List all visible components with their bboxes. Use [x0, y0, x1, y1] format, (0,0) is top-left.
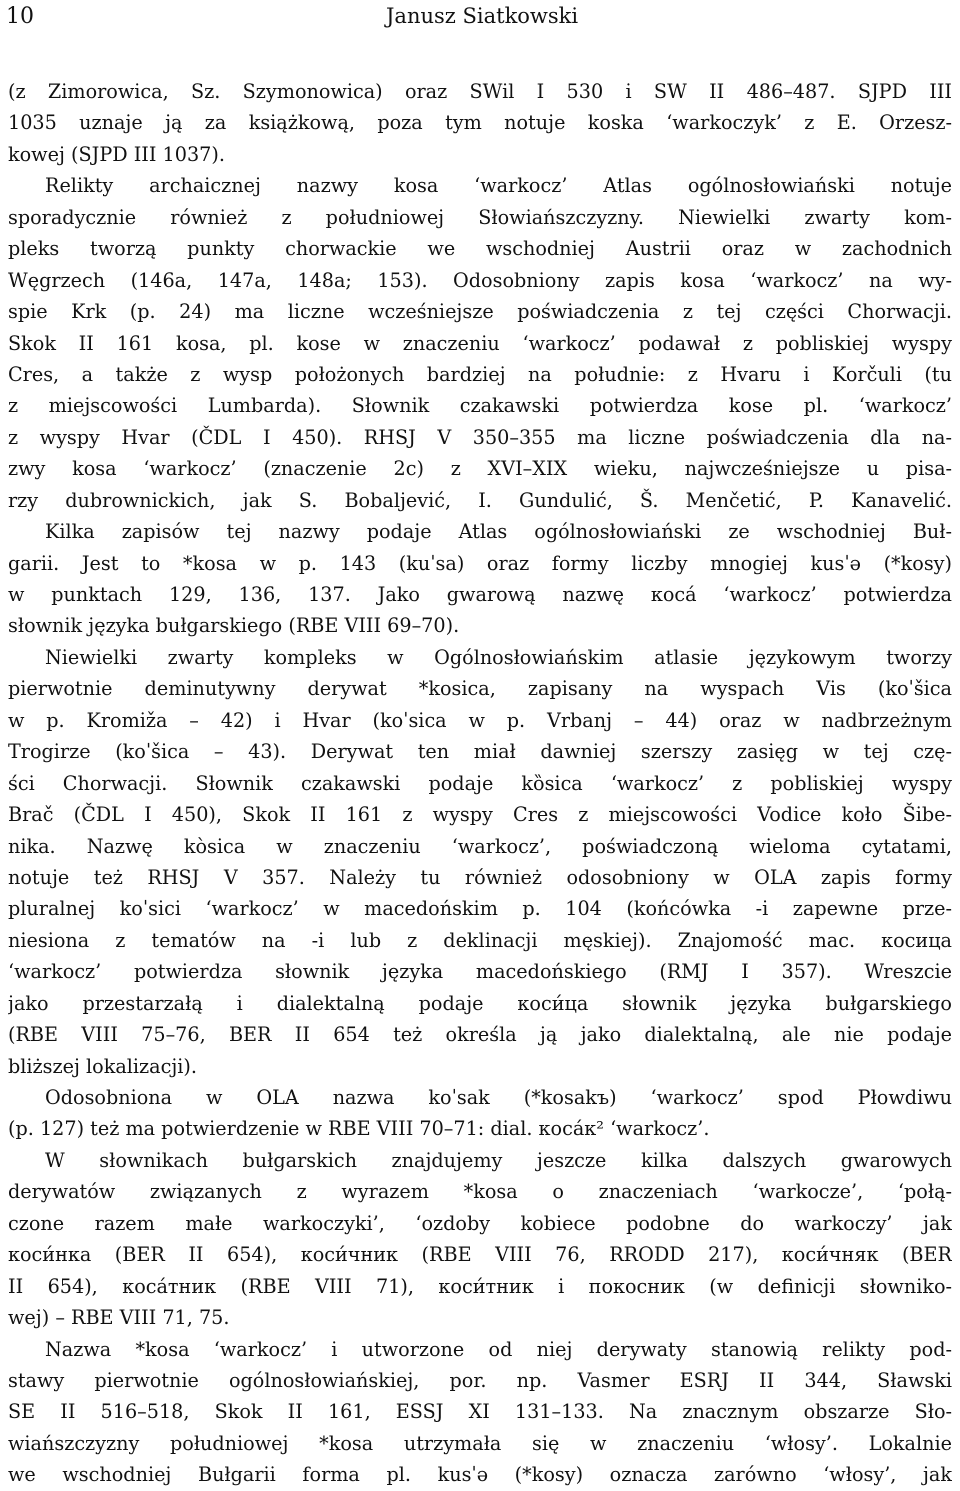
text-line: SE II 516–518, Skok II 161, ESSJ XI 131–133. Na znacznym obszarze Sło-	[8, 1400, 952, 1424]
text-line: w punktach 129, 136, 137. Jako gwarową nazwę коса́ ‘warkocz’ potwierdza	[8, 583, 952, 606]
text-line: z miejscowości Lumbarda). Słownik czakawski potwierdza kose pl. ‘warkocz’	[8, 394, 952, 418]
text-line: ści Chorwacji. Słownik czakawski podaje kȍsica ‘warkocz’ z pobliskiej wyspy	[8, 771, 952, 795]
text-line: коси́нка (BER II 654), коси́чник (RBE VIII 76, RRODD 217), коси́чняк (BER	[8, 1243, 952, 1267]
text-line: II 654), коса́тник (RBE VIII 71), коси́тник i покосник (w definicji słowniko-	[8, 1274, 952, 1298]
page-header	[6, 4, 954, 34]
text-line: (p. 127) też ma potwierdzenie w RBE VIII 70–71: dial. коса́к² ‘warkocz’.	[8, 1117, 710, 1141]
text-line: pleks tworzą punkty chorwackie we wschodniej Austrii oraz w zachodnich	[8, 237, 952, 261]
text-line: Skok II 161 kosa, pl. kose w znaczeniu ‘warkocz’ podawał z pobliskiej wyspy	[8, 331, 952, 355]
text-line: (z Zimorowica, Sz. Szymonowica) oraz SWil I 530 i SW II 486–487. SJPD III	[8, 80, 952, 103]
text-line: Kilka zapisów tej nazwy podaje Atlas ogólnosłowiański ze wschodniej Buł-	[45, 520, 952, 544]
text-line: w p. Kromiža – 42) i Hvar (koˈsica w p. Vrbanj – 44) oraz w nadbrzeżnym	[8, 708, 952, 732]
text-line: bliższej lokalizacji).	[8, 1054, 198, 1078]
text-line: pierwotnie deminutywny derywat *kosica, zapisany na wyspach Vis (koˈšica	[8, 677, 952, 701]
text-line: Cres, a także z wysp położonych bardziej na południe: z Hvaru i Korčuli (tu	[8, 362, 952, 386]
text-line: Niewielki zwarty kompleks w Ogólnosłowiańskim atlasie językowym tworzy	[45, 645, 952, 669]
text-line: ‘warkocz’ potwierdza słownik języka macedońskiego (RMJ I 357). Wreszcie	[8, 960, 952, 984]
text-line: wiańszczyzny południowej *kosa utrzymała się w znaczeniu ‘włosy’. Lokalnie	[8, 1431, 952, 1455]
text-line: W słownikach bułgarskich znajdujemy jeszcze kilka dalszych gwarowych	[45, 1148, 952, 1172]
text-line: derywatów związanych z wyrazem *kosa o znaczeniach ‘warkocze’, ‘połą-	[8, 1180, 952, 1204]
page-number: 10	[6, 4, 34, 29]
body-text	[8, 76, 952, 1491]
text-line: z wyspy Hvar (ČDL I 450). RHSJ V 350–355 ma liczne poświadczenia dla na-	[8, 425, 952, 449]
text-line: Brač (ČDL I 450), Skok II 161 z wyspy Cres z miejscowości Vodice koło Šibe-	[8, 803, 952, 827]
text-line: (RBE VIII 75–76, BER II 654 też określa ją jako dialektalną, ale nie podaje	[8, 1023, 952, 1047]
text-line: sporadycznie również z południowej Słowiańszczyzny. Niewielki zwarty kom-	[8, 205, 952, 229]
text-line: 1035 uznaje ją za książkową, poza tym notuje koska ‘warkoczyk’ z E. Orzesz-	[8, 111, 952, 135]
text-line: niesiona z tematów na -i lub z deklinacji męskiej). Znajomość mac. косица	[8, 928, 952, 952]
text-line: słownik języka bułgarskiego (RBE VIII 69–70).	[8, 614, 460, 638]
text-line: jako przestarzałą i dialektalną podaje коси́ца słownik języka bułgarskiego	[8, 991, 952, 1015]
text-line: we wschodniej Bułgarii forma pl. kusˈə (*kosy) oznacza zarówno ‘włosy’, jak	[8, 1463, 952, 1487]
text-line: rzy dubrownickich, jak S. Bobaljević, I. Gundulić, Š. Menčetić, P. Kanavelić.	[8, 488, 952, 512]
text-line: Nazwa *kosa ‘warkocz’ i utworzone od niej derywaty stanowią relikty pod-	[45, 1337, 952, 1361]
text-line: stawy pierwotnie ogólnosłowiańskiej, por. np. Vasmer ESRJ II 344, Sławski	[8, 1368, 952, 1392]
text-line: Relikty archaicznej nazwy kosa ‘warkocz’ Atlas ogólnosłowiański notuje	[45, 174, 952, 198]
text-line: notuje też RHSJ V 357. Należy tu również odosobniony w OLA zapis formy	[8, 865, 952, 889]
text-line: garii. Jest to *kosa w p. 143 (kuˈsa) oraz formy liczby mnogiej kusˈə (*kosy)	[8, 551, 952, 575]
text-line: zwy kosa ‘warkocz’ (znaczenie 2c) z XVI–XIX wieku, najwcześniejsze u pisa-	[8, 457, 952, 481]
text-line: Węgrzech (146a, 147a, 148a; 153). Odosobniony zapis kosa ‘warkocz’ na wy-	[8, 268, 952, 292]
text-line: wej) – RBE VIII 71, 75.	[8, 1306, 230, 1330]
text-line: Odosobniona w OLA nazwa koˈsak (*kosakъ) ‘warkocz’ spod Płowdiwu	[45, 1086, 952, 1109]
text-line: czone razem małe warkoczyki’, ‘ozdoby kobiece podobne do warkoczy’ jak	[8, 1211, 952, 1235]
text-line: Trogirze (koˈšica – 43). Derywat ten miał dawniej szerszy zasięg w tej czę-	[8, 740, 952, 764]
text-line: pluralnej koˈsici ‘warkocz’ w macedońskim p. 104 (końcówka -i zapewne prze-	[8, 897, 952, 921]
text-line: spie Krk (p. 24) ma liczne wcześniejsze poświadczenia z tej części Chorwacji.	[8, 300, 952, 324]
running-title: Janusz Siatkowski	[386, 4, 579, 28]
text-line: kowej (SJPD III 1037).	[8, 142, 225, 166]
text-line: nika. Nazwę kòsica w znaczeniu ‘warkocz’, poświadczoną wieloma cytatami,	[8, 834, 952, 858]
